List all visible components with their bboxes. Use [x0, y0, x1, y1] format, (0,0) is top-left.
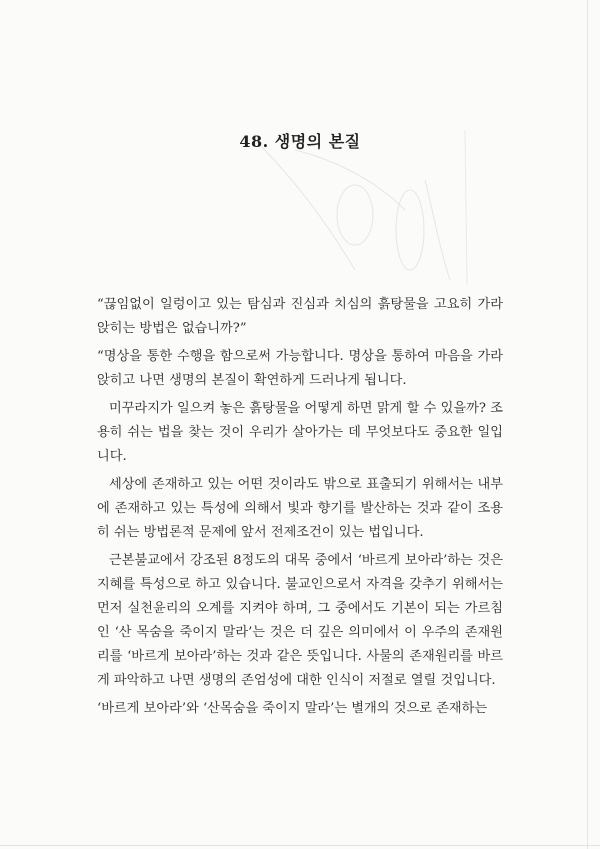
chapter-title: 48. 생명의 본질 — [239, 131, 361, 151]
body-text — [97, 293, 503, 725]
paragraph-eightfold-path: 근본불교에서 강조된 8정도의 대목 중에서 ‘바르게 보아라’하는 것은 지혜를 특성으로 하고 있습니다. 불교인으로서 자격을 갖추기 위해서는 먼저 실천윤리의 오계를 지켜야 하며, 그 중에서도 기본이 되는 가르침인 ‘산 목숨을 죽이지 말라’는 것은 더 깊은 의미에서 이 우주의 존재원리를 ‘바르게 보아라’하는 것과 같은 뜻입니다. 사물의 존재원리를 바르게 파악하고 나면 생명의 존엄성에 대한 인식이 저절로 열릴 것입니다. — [97, 553, 503, 688]
paragraph-answer: “명상을 통한 수행을 함으로써 가능합니다. 명상을 통하여 마음을 가라앉히고 나면 생명의 본질이 확연하게 드러나게 됩니다. — [97, 349, 503, 388]
scan-edge — [587, 0, 588, 849]
paragraph-existence: 세상에 존재하고 있는 어떤 것이라도 밖으로 표출되기 위해서는 내부에 존재하고 있는 특성에 의해서 빛과 향기를 발산하는 것과 같이 조용히 쉬는 방법론적 문제에 앞서 전제조건이 있는 법입니다. — [97, 477, 503, 540]
paragraph-loach: 미꾸라지가 일으켜 놓은 흙탕물을 어떻게 하면 맑게 할 수 있을까? 조용히 쉬는 법을 찾는 것이 우리가 살아가는 데 무엇보다도 중요한 일입니다. — [97, 401, 503, 464]
paragraph-continued: ‘바르게 보아라’와 ‘산목숨을 죽이지 말라’는 별개의 것으로 존재하는 — [97, 701, 488, 716]
scan-edge-bottom — [0, 845, 600, 846]
paragraph-question: “끊임없이 일렁이고 있는 탐심과 진심과 치심의 흙탕물을 고요히 가라앉히는 방법은 없습니까?” — [97, 297, 503, 336]
